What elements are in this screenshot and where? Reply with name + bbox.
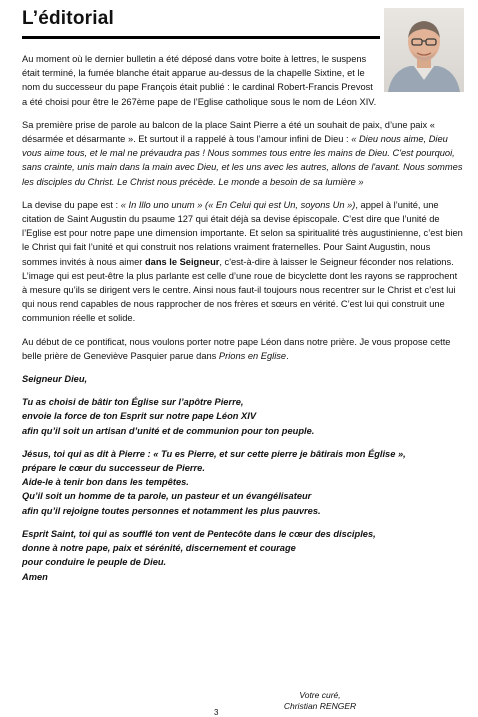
editorial-body: [22, 52, 464, 593]
prayer-line: pour conduire le peuple de Dieu.: [22, 557, 167, 568]
prayer-stanza-1: [22, 395, 464, 438]
prayer-line: Qu’il soit un homme de ta parole, un pasteur et un évangélisateur: [22, 491, 312, 502]
prayer: [22, 372, 464, 584]
page-number: 3: [214, 708, 219, 717]
prayer-stanza-2: [22, 447, 464, 518]
prayer-line: envoie la force de ton Esprit sur notre pape Léon XIV: [22, 411, 257, 422]
prayer-intro-end: .: [286, 350, 289, 361]
intro-paragraph: Au moment où le dernier bulletin a été déposé dans votre boite à lettres, le suspens était terminé, la fumée blanche était apparue au-dessus de la chapelle Sixtine, et le nom du successeur du pape François était publié : le cardinal Robert-Francis Prevost a été choisi pour être le 267ème pape de l’Eglise catholique sous le nom de Léon XIV.: [22, 54, 377, 107]
motto-paragraph: [22, 198, 464, 326]
prayer-line: Jésus, toi qui as dit à Pierre : « Tu es Pierre, et sur cette pierre je bâtirais mon Église »,: [22, 448, 406, 459]
first-speech-paragraph: [22, 118, 464, 189]
signature-name: Christian RENGER: [283, 701, 357, 711]
prayer-intro-paragraph: [22, 335, 464, 363]
first-speech-lead: Sa première prise de parole au balcon de la place Saint Pierre a été un souhait de paix, d’une paix « désarmée et désarmante ». Et surtout il a rappelé à tous l’amour infini de Dieu :: [22, 119, 435, 145]
motto-conclusion: , c'est-à-dire à laisser le Seigneur féconder nos relations. L’image qui est peut-être la plus parlante est celle d’une roue de bicyclette dont les rayons se rapprochent à mesure qu’ils se dirigent vers le centre. Ainsi nous faut-il toujours nous recentrer sur le Christ et c’est lui qui nous rend capables de nous rapprocher de nos frères et sœurs en vérité. C’est lui qui construit une communion réelle et solide.: [22, 256, 458, 324]
motto-text: « In Illo uno unum » (« En Celui qui est Un, soyons Un »): [120, 199, 356, 210]
prayer-intro-lead: Au début de ce pontificat, nous voulons porter notre pape Léon dans notre prière. Je vous propose cette belle prière de Geneviève Pasquier parue dans: [22, 336, 451, 361]
signature: [260, 690, 380, 712]
first-speech-quote: « Dieu nous aime, Dieu vous aime tous, et le mal ne prévaudra pas ! Nous sommes tous entre les mains de Dieu. C'est pourquoi, sans crainte, unis main dans la main avec Dieu, et les uns avec les autres, allons de l'avant. Nous sommes les disciples du Christ. Le Christ nous précède. Le monde a besoin de sa lumière »: [22, 134, 463, 187]
title-rule: [22, 36, 380, 39]
prayer-line: donne à notre pape, paix et sérénité, discernement et courage: [22, 543, 296, 554]
prayer-source: Prions en Eglise: [218, 350, 287, 361]
signature-role: Votre curé,: [299, 690, 341, 700]
motto-emphasis: dans le Seigneur: [144, 256, 220, 267]
prayer-line: afin qu’il rejoigne toutes personnes et notamment les plus pauvres.: [22, 505, 321, 516]
prayer-line: Aide-le à tenir bon dans les tempêtes.: [22, 477, 189, 488]
prayer-opening: Seigneur Dieu,: [22, 374, 88, 385]
prayer-stanza-3: [22, 527, 464, 584]
page-title: L’éditorial: [22, 8, 114, 29]
prayer-line: afin qu’il soit un artisan d’unité et de communion pour ton peuple.: [22, 425, 315, 436]
motto-explanation: , appel à l’unité, une citation de Saint Augustin du psaume 127 qui était déjà sa devise épiscopale. C’est dire que l’unité de l’Eglise est pour notre pape une dimension importante. Et selon sa spiritualité très augustinienne, c’est bien le Christ qui fait l’unité et qui construit nos relations vraiment fraternelles. Pour Saint Augustin, nous sommes invités à nous aimer: [22, 199, 463, 267]
prayer-line: Tu as choisi de bâtir ton Église sur l’apôtre Pierre,: [22, 397, 244, 408]
prayer-line: prépare le cœur du successeur de Pierre.: [22, 463, 205, 474]
prayer-amen: Amen: [22, 571, 48, 582]
motto-lead: La devise du pape est :: [22, 199, 121, 210]
prayer-line: Esprit Saint, toi qui as soufflé ton vent de Pentecôte dans le cœur des disciples,: [22, 528, 376, 539]
